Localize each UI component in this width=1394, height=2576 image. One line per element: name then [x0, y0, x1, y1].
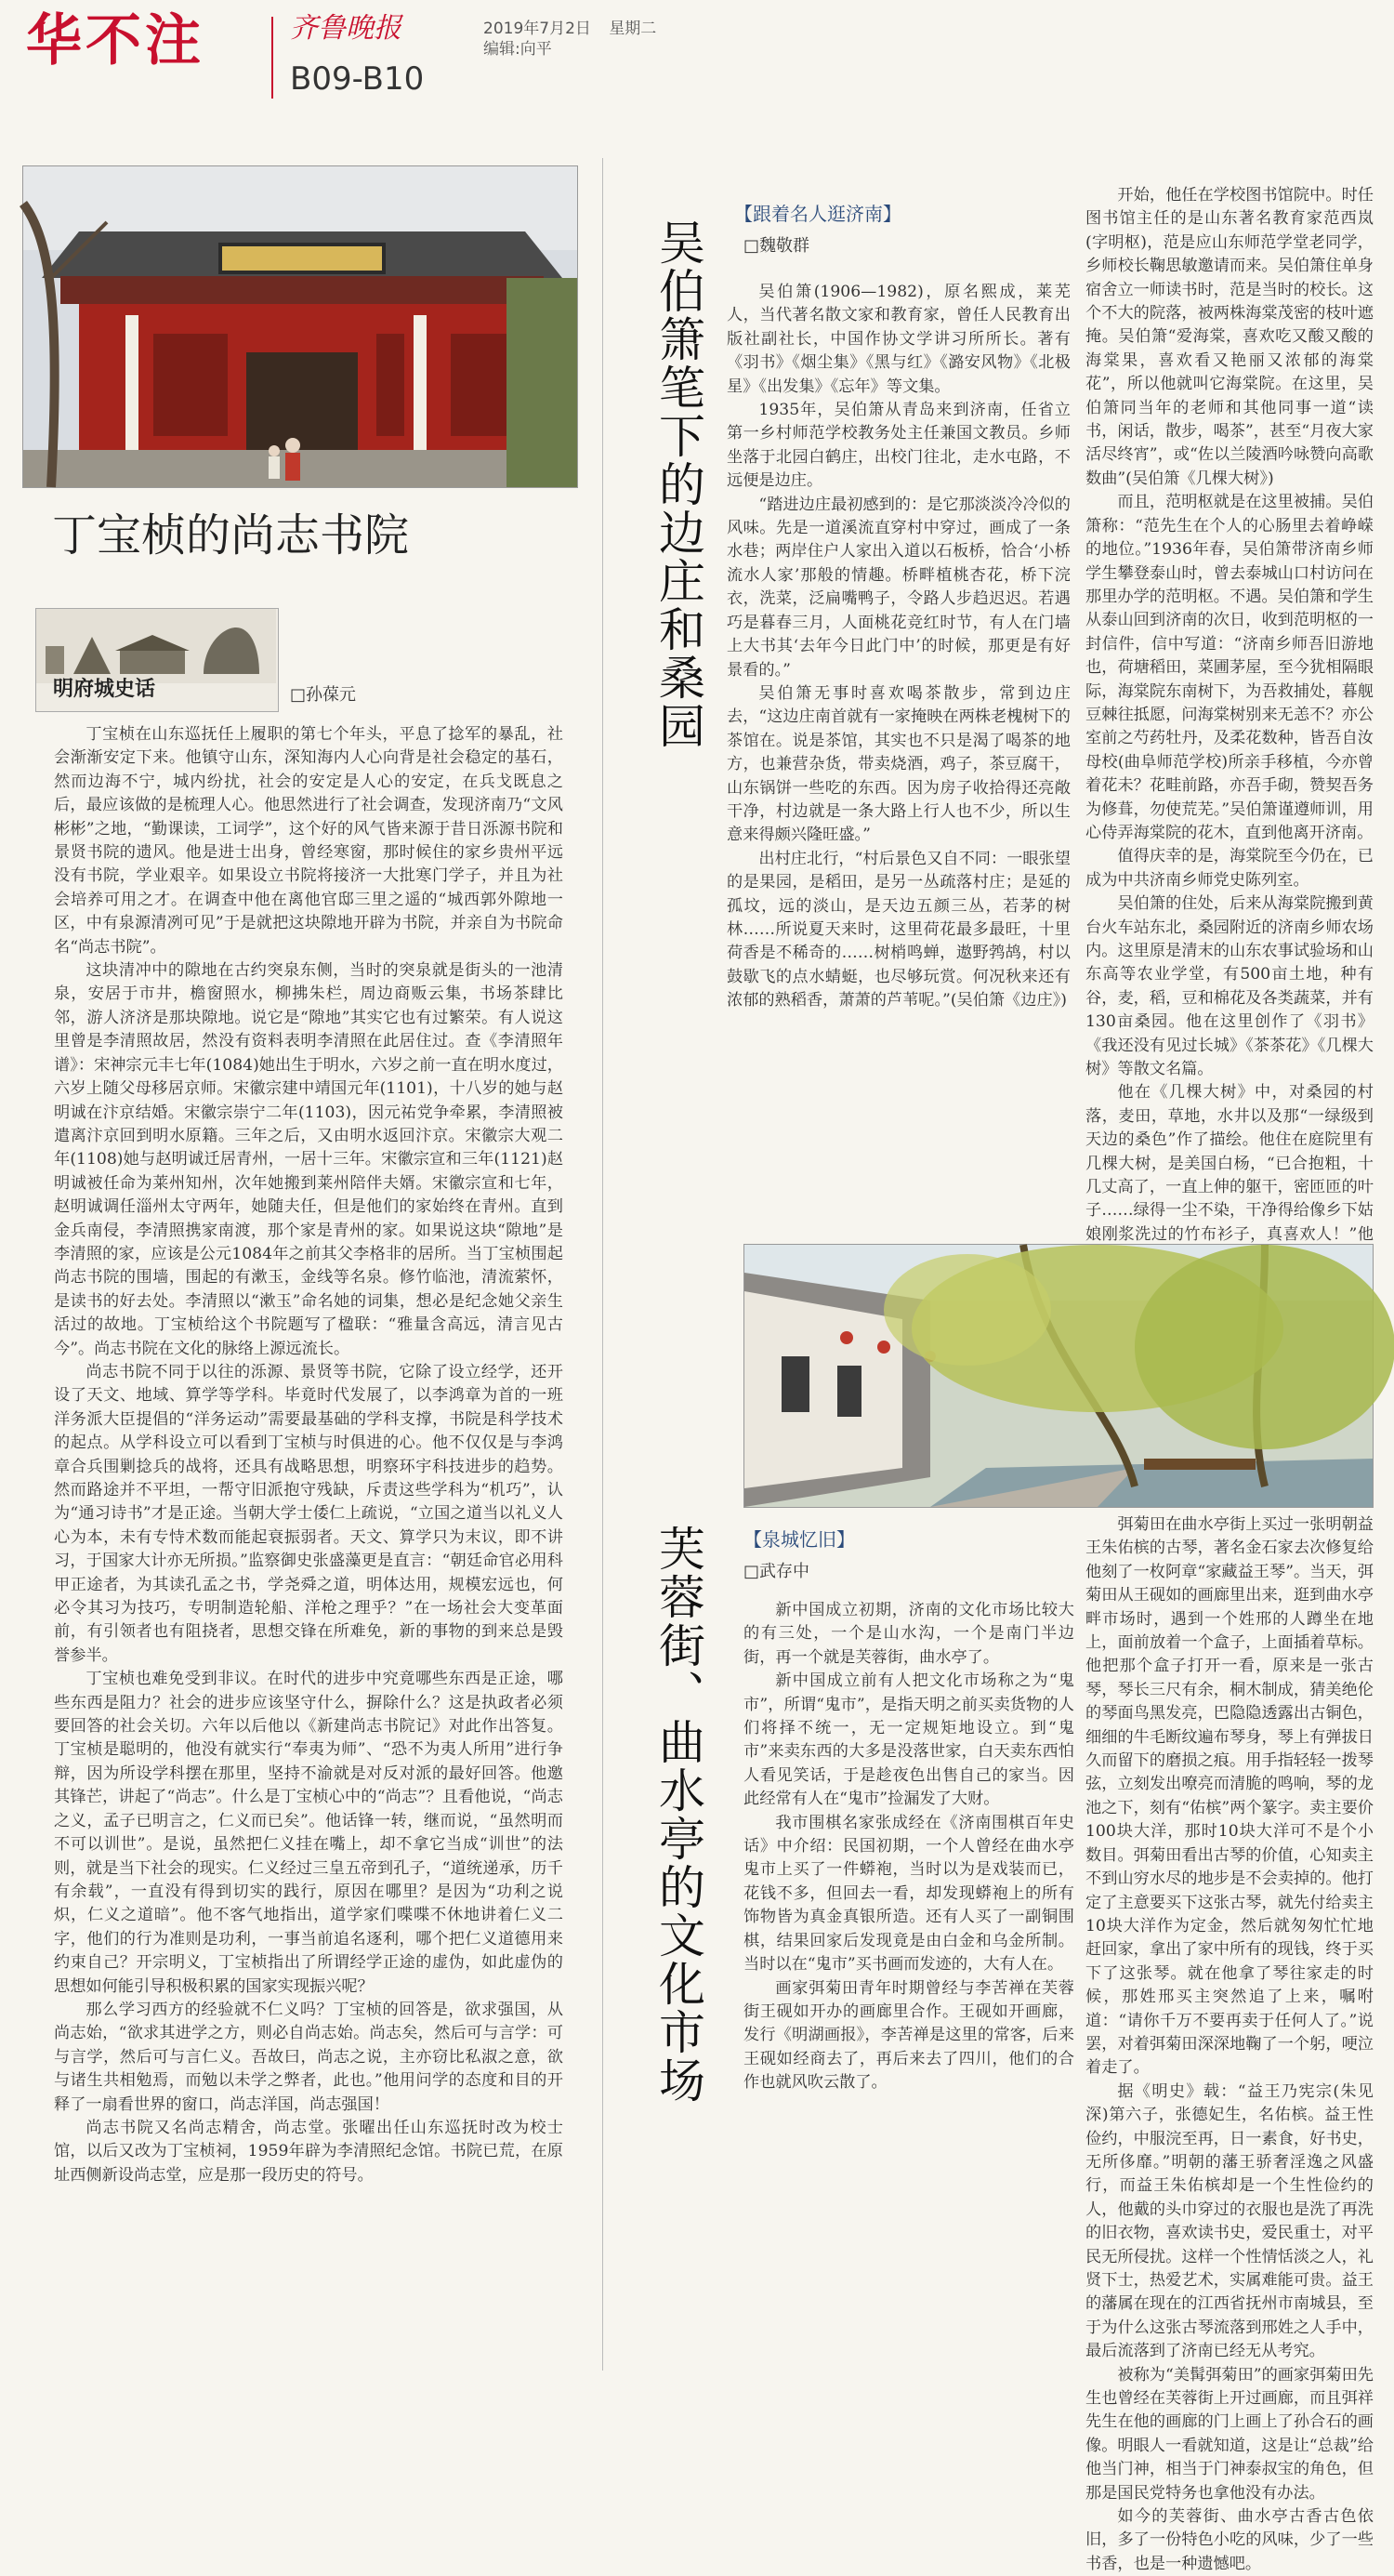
article3-title: 芙蓉街、曲水亭的文化市场 [651, 1525, 705, 2105]
article1-paragraph: 尚志书院又名尚志精舍，尚志堂。张曜出任山东巡抚时改为校士馆，以后又改为丁宝桢祠，1959年辟为李清照纪念馆。书院已荒，在原址西侧新设尚志堂，应是那一段历史的符号。 [54, 2118, 563, 2185]
article3-paragraph: 画家弭菊田青年时期曾经与李苦禅在芙蓉街王砚如开办的画廊里合作。王砚如开画廊，发行《明湖画报》，李苦禅是这里的常客，后来王砚如经商去了，再后来去了四川，他们的合作也就风吹云散了。 [743, 1978, 1074, 2093]
masthead-meta [483, 19, 656, 59]
article3-paragraph: 弭菊田在曲水亭街上买过一张明朝益王朱佑槟的古琴，著名金石家去次修复给他刻了一枚阿章“家藏益王琴”。当天，弭菊田从王砚如的画廊里出来，逛到曲水亭畔市场时，遇到一个姓邢的人蹲坐在地上，面前放着一个盒子，上面插着草标。他把那个盒子打开一看，原来是一张古琴，琴长三尺有余，桐木制成，猜美绝伦的琴面鸟黑发亮，巴隐隐透露出古铜色，细细的牛毛断纹遍布琴身，琴上有弹拔日久而留下的磨损之痕。用手指轻轻一拨琴弦，立刻发出嘹亮而清脆的鸣响，琴的龙池之下，刻有“佑槟”两个篆字。卖主要价100块大洋，那时10块大洋可不是个小数目。弭菊田看出古琴的价值，心知卖主不到山穷水尽的地步是不会卖掉的。他打定了主意要买下这张古琴，就先付给卖主10块大洋作为定金，然后就匆匆忙忙地赶回家，拿出了家中所有的现钱，终于买下了这张琴。就在他拿了琴往家走的时候，那姓邢买主突然追了上来，嘱咐道：“请你千万不要再卖于任何人了。”说罢，对着弭菊田深深地鞠了一个躬，哽泣着走了。 [1085, 1515, 1374, 2078]
article2-body-col1 [727, 281, 1071, 1285]
article1-title: 丁宝桢的尚志书院 [52, 509, 410, 561]
article2-section-tag: 【跟着名人逛济南】 [734, 203, 901, 225]
article1-paragraph: 尚志书院不同于以往的泺源、景贤等书院，它除了设立经学，还开设了天文、地域、算学等学科。毕竟时代发展了，以李鸿章为首的一班洋务派大臣提倡的“洋务运动”需要最基础的学科支撑，书院是科学技术的起点。从学科设立可以看到丁宝桢与时俱进的心。他不仅仅是与李鸿章合兵围剿捻兵的战将，还具有战略思想，明察环宇科技进步的趋势。然而路途并不平坦，一帮守旧派抱守残缺，斥责这些学科为“机巧”，认为“通习诗书”才是正途。当朝大学士倭仁上疏说，“立国之道当以礼义人心为本，未有专恃术数而能起衰振弱者。天文、算学只为末议，即不讲习，于国家大计亦无所损。”监察御史张盛藻更是直言：“朝廷命官必用科甲正途者，为其读孔孟之书，学尧舜之道，明体达用，规模宏远也，何必令其习为技巧，专明制造轮船、洋枪之理乎？”在一场社会大变革面前，有引领者也有阻挠者，思想交锋在所难免，新的事物的到来总是毁誉参半。 [54, 1362, 563, 1665]
article3-body-col2 [1085, 1513, 1374, 2573]
section-title: 华不注 [26, 8, 204, 73]
academy-photo [22, 165, 578, 488]
article3-paragraph: 新中国成立前有人把文化市场称之为“鬼市”，所谓“鬼市”，是指天明之前买卖货物的人们将择不统一，无一定规矩地设立。到“鬼市”来卖东西的大多是没落世家，白天卖东西怕人看见笑话，于是趁夜色出售自己的家当。因此经常有人在“鬼市”捡漏发了大财。 [743, 1671, 1074, 1809]
article1-body [54, 723, 563, 2369]
article3-paragraph: 据《明史》载：“益王乃宪宗(朱见深)第六子，张德妃生，名佑槟。益王性俭约，中服浣至再，日一素食，好书史，无所侈靡。”明朝的藩王骄奢淫逸之风盛行，而益王朱佑槟却是一个生性俭约的人，他戴的头巾穿过的衣服也是洗了再洗的旧衣物，喜欢读书史，爱民重士，对平民无所侵扰。这样一个性情恬淡之人，礼贤下士，热爱艺术，实属难能可贵。益王的藩属在现在的江西省抚州市南城县，至于为什么这张古琴流落到邢姓之人手中，最后流落到了济南已经无从考究。 [1085, 2081, 1374, 2361]
article2-paragraph: 而且，范明枢就是在这里被捕。吴伯箫称：“范先生在个人的心肠里去着峥嵘的地位。”1936年春，吴伯箫带济南乡师学生攀登泰山时，曾去泰城山口村访问在那里办学的范明枢。不遇。吴伯箫和学生从泰山回到济南的次日，收到范明枢的一封信件，信中写道：“济南乡师吾旧游地也，荷塘稻田，菜圃茅屋，至今犹相隔眼际，海棠院东南树下，为吾救捕处，暮舰豆棘往抵愿，问海棠树别来无恙不？亦公室前之芍药牡丹，及柔花数种，皆吾自汝母校(曲阜师范学校)所亲手移植，今亦曾着花未？花畦前路，亦吾手砌，赞契吾务为修葺，勿使荒芜。”吴伯箫谨遵师训，用心侍弄海棠院的花木，直到他离开济南。 [1085, 493, 1374, 842]
article3-body-col1 [743, 1599, 1074, 2361]
article1-author: □孙葆元 [290, 685, 357, 705]
article3-paragraph: 被称为“美髯弭菊田”的画家弭菊田先生也曾经在芙蓉街上开过画廊，而且弭祥先生在他的画廊的门上画上了孙合石的画像。明眼人一看就知道，这是让“总裁”给他当门神，相当于门神泰叔宝的角色，但那是国民党特务也拿他没有办法。 [1085, 2365, 1374, 2503]
article3-author: □武存中 [743, 1562, 810, 1581]
column-logo [35, 608, 279, 712]
article2-author: □魏敬群 [743, 236, 810, 256]
issue-date: 2019年7月2日 [483, 20, 591, 38]
issue-weekday: 星期二 [609, 20, 657, 38]
article1-paragraph: 那么学习西方的经验就不仁义吗？丁宝桢的回答是，欲求强国，从尚志始，“欲求其进学之方，则必自尚志始。尚志矣，然后可与言学：可与言学，然后可与言仁义。吾故曰，尚志之说，主亦窃比私淑之意，欲与诸生共相勉焉，而勉以未学之弊者，此也。”他用问学的态度和目的开释了一扇看世界的窗口，尚志洋国，尚志强国！ [54, 2000, 563, 2114]
article2-title: 吴伯箫笔下的边庄和桑园 [651, 218, 705, 750]
street-photo [743, 1244, 1374, 1508]
article3-paragraph: 如今的芙蓉街、曲水亭古香古色依旧，多了一份特色小吃的风味，少了一些书香，也是一种遗憾吧。 [1085, 2507, 1374, 2573]
article2-paragraph: 值得庆幸的是，海棠院至今仍在，已成为中共济南乡师党史陈列室。 [1085, 847, 1374, 890]
article2-paragraph: 吴伯箫的住处，后来从海棠院搬到黄台火车站东北，桑园附近的济南乡师农场内。这里原是清末的山东农事试验场和山东高等农业学堂，有500亩土地，种有谷，麦，稻，豆和棉花及各类蔬菜，并有130亩桑园。他在这里创作了《羽书》《我还没有见过长城》《茶茶花》《几棵大树》等散文名篇。 [1085, 894, 1374, 1079]
masthead-divider [271, 17, 273, 99]
article2-paragraph: 开始，他任在学校图书馆院中。时任图书馆主任的是山东著名教育家范西岚(字明枢)，范是应山东师范学堂老同学，乡师校长鞠思敏邀请而来。吴伯箫住单身宿舍立一师读书时，范是当时的校长。这个不大的院落，被两株海棠茂密的枝叶遮掩。吴伯箫“爱海棠，喜欢吃又酸又酸的海棠果，喜欢看又艳丽又浓郁的海棠花”，所以他就叫它海棠院。在这里，吴伯箫同当年的老师和其他同事一道“读书，闲话，散步，喝茶”，甚至“月夜大家活尽终宵”，或“佐以兰陵酒吟咏赞向高歌数曲”(吴伯箫《几棵大树》) [1085, 186, 1374, 488]
article2-paragraph: “踏进边庄最初感到的：是它那淡淡冷冷似的风味。先是一道溪流直穿村中穿过，画成了一条水巷；两岸住户人家出入道以石板桥，恰合‘小桥流水人家’那般的情趣。桥畔植桃杏花，桥下浣衣，洗菜，泛扁嘴鸭子，令路人步趋迟迟。若遇巧是暮春三月，人面桃花竞红时节，有人在门墙上大书其‘去年今日此门中’的时候，那更是有好景看的。” [727, 495, 1071, 680]
article3-paragraph: 我市围棋名家张成经在《济南围棋百年史话》中介绍：民国初期，一个人曾经在曲水亭鬼市上买了一件蟒袍，当时以为是戏装而已，花钱不多，但回去一看，却发现蟒袍上的所有饰物皆为真金真银所造。还有人买了一副铜围棋，结果回家后发现竟是由白金和乌金所制。当时以在“鬼市”买书画而发迹的，大有人在。 [743, 1813, 1074, 1975]
article2-paragraph: 出村庄北行，“村后景色又自不同：一眼张望的是果园，是稻田，是另一丛疏落村庄；是延的孤坟，远的淡山，是天边五颜三丛，若茅的树林……所说夏天来时，这里荷花最多最旺，十里荷香是不稀奇的……树梢鸣蝉，遨野鹁鸪，村以鼓歇飞的点水蜻蜓，也尽够玩赏。何况秋来还有浓郁的熟稻香，萧萧的芦苇呢。”(吴伯箫《边庄》) [727, 849, 1071, 1011]
article2-paragraph: 吴伯箫无事时喜欢喝茶散步，常到边庄去，“这边庄南首就有一家掩映在两株老槐树下的茶馆在。说是茶馆，其实也不只是渴了喝茶的地方，也兼营杂货，带卖烧酒，鸡子，茶豆腐干，山东锅饼一些吃的东西。因为房子收拾得还亮敞干净，村边就是一条大路上行人也不少，所以生意来得颇兴隆旺盛。” [727, 683, 1071, 845]
article3-paragraph: 新中国成立初期，济南的文化市场比较大的有三处，一个是山水沟，一个是南门半边街，再一个就是芙蓉街，曲水亭了。 [743, 1601, 1074, 1667]
article1-paragraph: 这块清冲中的隙地在古约突泉东侧，当时的突泉就是街头的一池清泉，安居于市井，檐窗照水，柳拂朱栏，周边商贩云集，书场茶肆比邻，游人济济是那块隙地。说它是“隙地”其实它也有过繁荣。有人说这里曾是李清照故居，然没有资料表明李清照在此居住过。查《李清照年谱》：宋神宗元丰七年(1084)她出生于明水，六岁之前一直在明水度过，六岁上随父母移居京师。宋徽宗建中靖国元年(1101)，十八岁的她与赵明诚在汴京结婚。宋徽宗崇宁二年(1103)，因元祐党争牵累，李清照被遣离汴京回到明水原籍。三年之后，又由明水返回汴京。宋徽宗大观二年(1108)她与赵明诚迁居青州，一居十三年。宋徽宗宣和三年(1121)赵明诚被任命为莱州知州，次年她搬到莱州陪伴夫婿。宋徽宗宣和七年，赵明诚调任淄州太守两年，她随夫任，但是他们的家始终在青州。直到金兵南侵，李清照携家南渡，那个家是青州的家。如果说这块“隙地”是李清照的家，应该是公元1084年之前其父李格非的居所。当丁宝桢围起尚志书院的围墙，围起的有漱玉，金线等名泉。修竹临池，清流萦怀，是读书的好去处。李清照以“漱玉”命名她的词集，想必是纪念她父亲生活过的故地。丁宝桢给这个书院题写了楹联：“雅量含高远，清言见古今”。尚志书院在文化的脉络上源远流长。 [54, 961, 563, 1358]
column-name: 明府城史话 [53, 678, 156, 701]
editor: 编辑:向平 [483, 40, 552, 59]
article1-paragraph: 丁宝桢也难免受到非议。在时代的进步中究竟哪些东西是正途，哪些东西是阻力？社会的进步应该坚守什么，摒除什么？这是执政者必须要回答的社会关切。六年以后他以《新建尚志书院记》对此作出答复。丁宝桢是聪明的，他没有就实行“奉夷为师”、“恐不为夷人所用”进行争辩，因为所设学科摆在那里，坚持不渝就是对反对派的最好回答。他邀其锋芒，讲起了“尚志”。什么是丁宝桢心中的“尚志”？且看他说，“尚志之义，孟子已明言之，仁义而已矣”。他话锋一转，继而说，“虽然明而不可以训世”。是说，虽然把仁义挂在嘴上，却不拿它当成“训世”的法则，就是当下社会的现实。仁义经过三皇五帝到孔子，“道统递承，历千有余载”，一直没有得到切实的践行，原因在哪里？是因为“功利之说炽，仁义之道暗”。他不客气地指出，道学家们喋喋不休地讲着仁义二字，他们的行为准则是功利，一事当前追名逐利，哪个把仁义道德用来约束自己？开宗明义，丁宝桢指出了所谓经学正途的虚伪，如此虚伪的思想如何能引导积极积累的国家实现振兴呢？ [54, 1670, 563, 1996]
article2-body-col2 [1085, 184, 1374, 1281]
article3-section-tag: 【泉城忆旧】 [743, 1528, 855, 1551]
article2-paragraph: 1935年，吴伯箫从青岛来到济南，任省立第一乡村师范学校教务处主任兼国文教员。乡师坐落于北园白鹤庄，出校门往北，走水屯路，不远便是边庄。 [727, 401, 1071, 491]
article2-paragraph: 他在《几棵大树》中，对桑园的村落，麦田，草地，水井以及那“一绿级到天边的桑色”作了描绘。他住在庭院里有几棵大树，是美国白杨，“已合抱粗，十几丈高了，一直上伸的躯干，密匝匝的叶子……绿得一尘不染，干净得给像乡下姑娘刚浆洗过的竹布衫子，真喜欢人！”他 [1085, 1083, 1374, 1244]
page-numbers: B09-B10 [290, 60, 425, 98]
paper-logo: 齐鲁晚报 [290, 12, 401, 45]
article2-paragraph: 吴伯箫(1906—1982)，原名熙成，莱芜人，当代著名散文家和教育家，曾任人民教育出版社副社长，中国作协文学讲习所所长。著有《羽书》《烟尘集》《黑与红》《潞安风物》《北极星》《出发集》《忘年》等文集。 [727, 283, 1071, 396]
column-divider [602, 158, 603, 2371]
article1-paragraph: 丁宝桢在山东巡抚任上履职的第七个年头，平息了捻军的暴乱，社会渐渐安定下来。他镇守山东，深知海内人心向背是社会稳定的基石，然而边海不宁，城内纷扰，社会的安定是人心的安定，在兵戈既息之后，最应该做的是梳理人心。他思然进行了社会调查，发现济南乃“文风彬彬”之地，“勤课读，工词学”，这个好的风气皆来源于昔日泺源书院和景贤书院的遗风。他是进士出身，曾经寒窗，那时候住的家乡贵州平远没有书院，学业艰辛。如果设立书院将接济一大批寒门学子，并且为社会培养可用之才。在调查中他在离他官邸三里之遥的“城西郭外隙地一区，中有泉源清冽可见”于是就把这块隙地开辟为书院，并亲自为书院命名“尚志书院”。 [54, 725, 563, 957]
